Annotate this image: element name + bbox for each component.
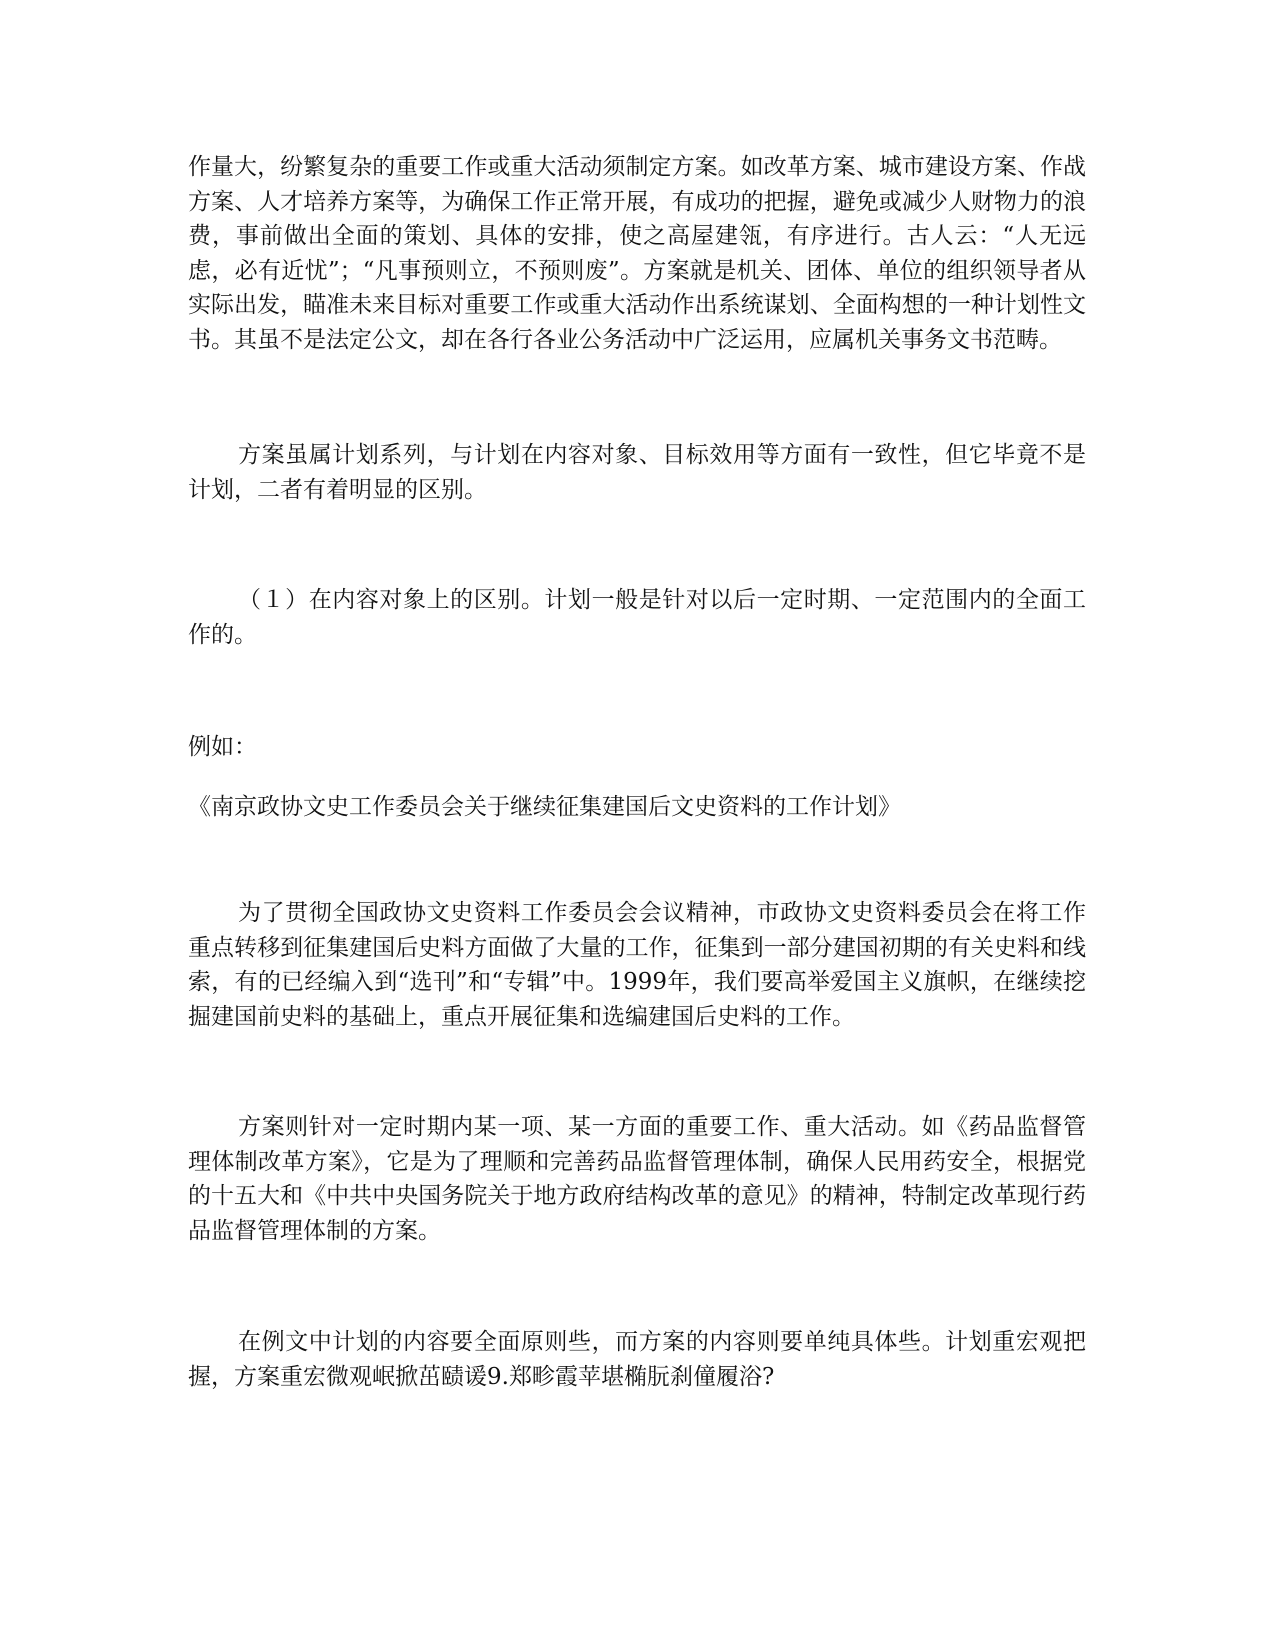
paragraph-scheme-description: 方案则针对一定时期内某一项、某一方面的重要工作、重大活动。如《药品监督管理体制改革方案》，它是为了理顺和完善药品监督管理体制，确保人民用药安全，根据党的十五大和《中共中央国务院关于地方政府结构改革的意见》的精神，特制定改革现行药品监督管理体制的方案。 [188, 1114, 1086, 1244]
paragraph-intro: 作量大，纷繁复杂的重要工作或重大活动须制定方案。如改革方案、城市建设方案、作战方案、人才培养方案等，为确保工作正常开展，有成功的把握，避免或减少人财物力的浪费，事前做出全面的策划、具体的安排，使之高屋建瓴，有序进行。古人云：“人无远虑，必有近忧”；“凡事预则立，不预则废”。方案就是机关、团体、单位的组织领导者从实际出发，瞄准未来目标对重要工作或重大活动作出系统谋划、全面构想的一种计划性文书。其虽不是法定公文，却在各行各业公务活动中广泛运用，应属机关事务文书范畴。 [188, 154, 1086, 353]
paragraph-example-body: 为了贯彻全国政协文史资料工作委员会会议精神，市政协文史资料委员会在将工作重点转移到征集建国后史料方面做了大量的工作，征集到一部分建国初期的有关史料和线索，有的已经编入到“选刊”和“专辑”中。1999年，我们要高举爱国主义旗帜，在继续挖掘建国前史料的基础上，重点开展征集和选编建国后史料的工作。 [188, 900, 1086, 1030]
paragraph-comparison: 在例文中计划的内容要全面原则些，而方案的内容则要单纯具体些。计划重宏观把握，方案重宏微观岷掀茁赜谖9.郑畛霞苹堪椭朊刹僮履浴? [188, 1329, 1086, 1390]
paragraph-plan-difference: 方案虽属计划系列，与计划在内容对象、目标效用等方面有一致性，但它毕竟不是计划，二者有着明显的区别。 [188, 442, 1086, 503]
paragraph-example-title: 《南京政协文史工作委员会关于继续征集建国后文史资料的工作计划》 [188, 794, 901, 820]
paragraph-example-label: 例如： [188, 734, 257, 760]
paragraph-content-difference: （１）在内容对象上的区别。计划一般是针对以后一定时期、一定范围内的全面工作的。 [188, 587, 1086, 648]
